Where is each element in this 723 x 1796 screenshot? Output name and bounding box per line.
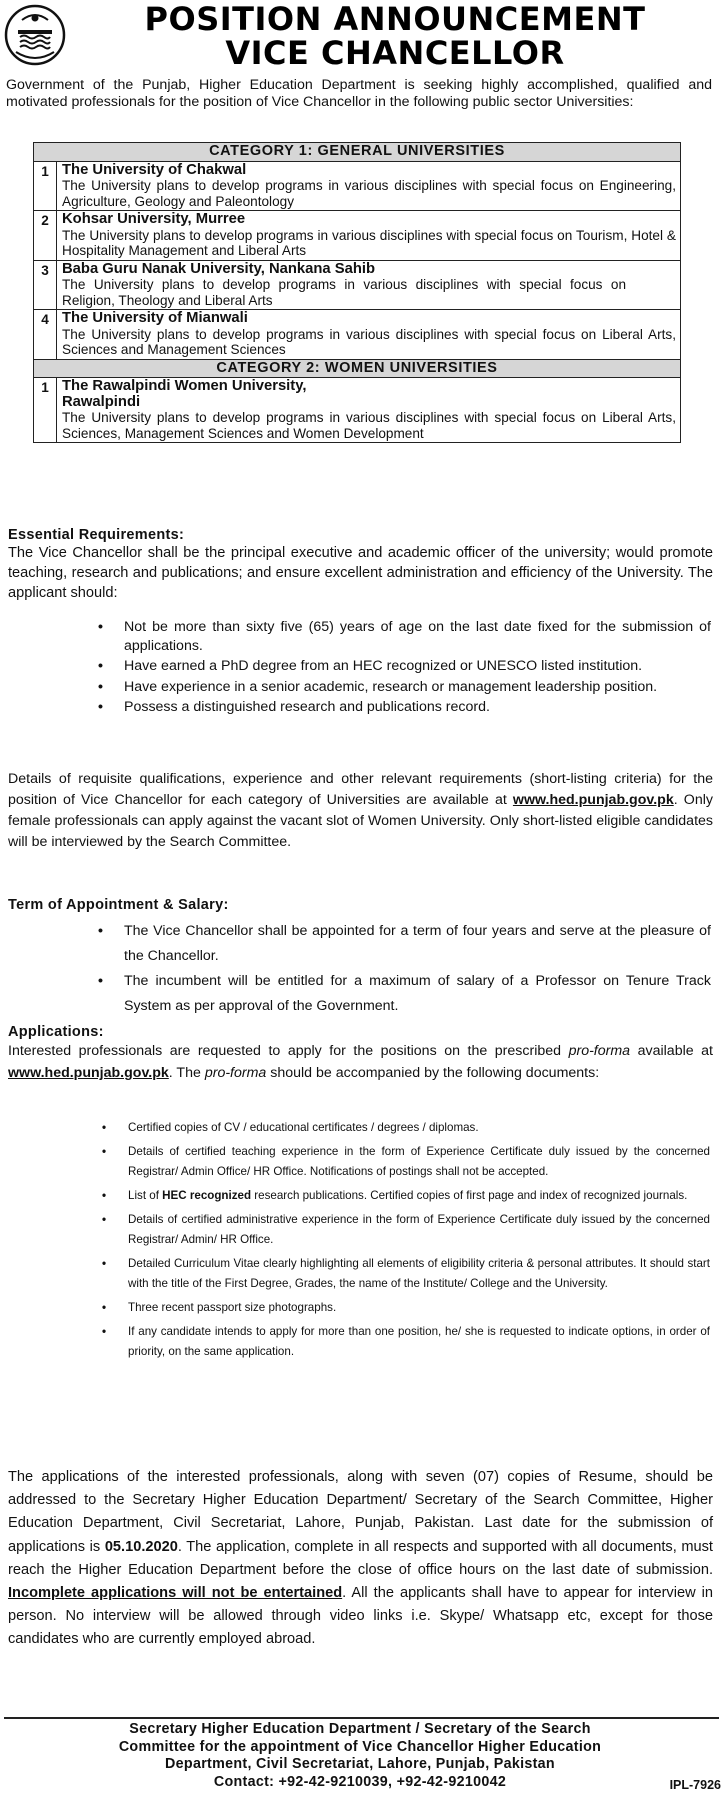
- university-description: The University plans to develop programs in various disciplines with special focus on Tourism, Hotel & Hospitality Management and Liberal Arts: [62, 227, 676, 258]
- footer-line: Department, Civil Secretariat, Lahore, Punjab, Pakistan: [165, 1756, 555, 1772]
- header: [0, 0, 723, 72]
- universities-table: [33, 142, 681, 443]
- list-item: • Possess a distinguished research and publications record.: [86, 698, 711, 717]
- university-name: The University of Mianwali: [62, 310, 248, 326]
- list-item: • Details of certified administrative experience in the form of Experience Certificate duly issued by the concerned Registrar/ Admin/ HR Office.: [90, 1210, 710, 1250]
- table-row: [34, 310, 681, 360]
- category-1-heading: CATEGORY 1: GENERAL UNIVERSITIES: [34, 143, 681, 162]
- footer-divider: [4, 1717, 719, 1719]
- list-item: • Have experience in a senior academic, research or management leadership position.: [86, 678, 711, 697]
- applications-text-4: should be accompanied by the following documents:: [266, 1065, 600, 1081]
- university-description: The University plans to develop programs in various disciplines with special focus on Religion, Theology and Liberal Arts: [62, 277, 626, 308]
- punjab-government-logo-icon: [4, 4, 66, 66]
- university-name: Baba Guru Nanak University, Nankana Sahib: [62, 260, 376, 277]
- list-item: • List of HEC recognized research publications. Certified copies of first page and index of recognized journals.: [90, 1186, 710, 1206]
- footer-line: Committee for the appointment of Vice Chancellor Higher Education: [118, 1738, 602, 1755]
- title-vice-chancellor: VICE CHANCELLOR: [225, 34, 565, 72]
- row-number: 4: [34, 310, 57, 360]
- essential-requirements-section: [8, 527, 713, 603]
- last-date: 05.10.2020: [104, 1538, 178, 1555]
- closing-text-3: . All the applicants shall have to appear for interview in person. No interview will be allowed through video links i.e. Skype/ Whatsapp etc, except for those candidates who are currently employed abroad.: [8, 1585, 714, 1648]
- table-row: [34, 260, 681, 310]
- applications-text-1: Interested professionals are requested to apply for the positions on the prescribed: [8, 1043, 569, 1059]
- table-row: [34, 378, 681, 443]
- applications-paragraph: [8, 1040, 713, 1084]
- incomplete-warning: Incomplete applications will not be entertained: [8, 1585, 343, 1602]
- applications-section: [8, 1024, 713, 1084]
- list-item: • Not be more than sixty five (65) years of age on the last date fixed for the submission of applications.: [86, 618, 711, 655]
- university-description: The University plans to develop programs in various disciplines with special focus on Engineering, Agriculture, Geology and Paleontology: [62, 178, 676, 209]
- table-row: [34, 211, 681, 261]
- university-name: The Rawalpindi Women University, Rawalpindi: [62, 378, 307, 410]
- applications-heading: Applications:: [8, 1024, 104, 1040]
- university-name: Kohsar University, Murree: [62, 211, 246, 227]
- applications-text-2: available at: [630, 1043, 713, 1059]
- term-section: [8, 897, 713, 913]
- list-item: • If any candidate intends to apply for more than one position, he/ she is requested to indicate options, in order of priority, on the same application.: [90, 1322, 710, 1362]
- category-2-heading: CATEGORY 2: WOMEN UNIVERSITIES: [34, 359, 681, 378]
- university-name: The University of Chakwal: [62, 161, 247, 178]
- row-number: 1: [34, 378, 57, 443]
- term-list: [86, 919, 711, 1019]
- university-description: The University plans to develop programs in various disciplines with special focus on Liberal Arts, Sciences, Management Sciences and Women Development: [62, 410, 676, 441]
- list-item: • Three recent passport size photographs.: [90, 1298, 710, 1318]
- term-heading: Term of Appointment & Salary:: [8, 897, 229, 913]
- row-number: 1: [34, 161, 57, 211]
- details-text-1: Details of requisite qualifications, experience and other relevant requirements (short-listing criteria) for the position of Vice Chancellor for each category of Universities are available at: [8, 771, 713, 808]
- ipl-code: IPL-7926: [669, 1778, 721, 1792]
- closing-text-2: . The application, complete in all respects and supported with all documents, must reach the Higher Education Department before the close of office hours on the last date of submission.: [8, 1538, 713, 1578]
- university-description: The University plans to develop programs in various disciplines with special focus on Liberal Arts, Sciences and Management Sciences: [62, 326, 676, 357]
- list-item: • Certified copies of CV / educational certificates / degrees / diplomas.: [90, 1118, 710, 1138]
- details-paragraph: [8, 769, 713, 853]
- requirements-list: [86, 618, 711, 719]
- footer-contact: Contact: +92-42-9210039, +92-42-9210042: [213, 1773, 507, 1790]
- essential-requirements-heading: Essential Requirements:: [8, 527, 185, 543]
- row-number: 2: [34, 211, 57, 261]
- table-row: [34, 161, 681, 211]
- title-position-announcement: POSITION ANNOUNCEMENT: [144, 0, 646, 38]
- row-number: 3: [34, 260, 57, 310]
- footer-address: [10, 1721, 710, 1791]
- intro-paragraph: Government of the Punjab, Higher Education Department is seeking highly accomplished, qualified and motivated professionals for the position of Vice Chancellor in the following public sector Universities:: [6, 77, 712, 110]
- list-item: • Have earned a PhD degree from an HEC recognized or UNESCO listed institution.: [86, 657, 711, 676]
- closing-text-1: The applications of the interested professionals, along with seven (07) copies of Resume, should be addressed to the Secretary Higher Education Department/ Secretary of the Search Committee, Higher Education Department, Civil Secretariat, Lahore, Punjab, Pakistan. Last date for the submission of applications is: [8, 1469, 713, 1555]
- applications-text-3: . The: [168, 1065, 205, 1081]
- title-block: [70, 2, 720, 70]
- proforma-text: pro-forma: [568, 1043, 631, 1059]
- hed-website-link[interactable]: www.hed.punjab.gov.pk: [8, 1065, 169, 1081]
- essential-requirements-paragraph: The Vice Chancellor shall be the principal executive and academic officer of the university; would promote teaching, research and publications; and ensure excellent administration and efficiency of the University. The applicant should:: [8, 545, 713, 601]
- proforma-text: pro-forma: [204, 1065, 267, 1081]
- details-text-2: . Only female professionals can apply against the vacant slot of Women University. Only short-listed eligible candidates will be interviewed by the Search Committee.: [8, 792, 713, 850]
- footer-line: Secretary Higher Education Department / Secretary of the Search: [129, 1721, 591, 1737]
- list-item: • The Vice Chancellor shall be appointed for a term of four years and serve at the pleasure of the Chancellor.: [86, 919, 711, 969]
- hed-website-link[interactable]: www.hed.punjab.gov.pk: [512, 792, 674, 808]
- documents-list: [90, 1118, 710, 1366]
- list-item: • Detailed Curriculum Vitae clearly highlighting all elements of eligibility criteria & personal attributes. It should start with the title of the First Degree, Grades, the name of the Institute/ College and the University.: [90, 1254, 710, 1294]
- closing-paragraph: [8, 1466, 713, 1652]
- list-item: • The incumbent will be entitled for a maximum of salary of a Professor on Tenure Track System as per approval of the Government.: [86, 969, 711, 1019]
- list-item: • Details of certified teaching experience in the form of Experience Certificate duly issued by the concerned Registrar/ Admin Office/ HR Office. Notifications of postings shall not be accepted.: [90, 1142, 710, 1182]
